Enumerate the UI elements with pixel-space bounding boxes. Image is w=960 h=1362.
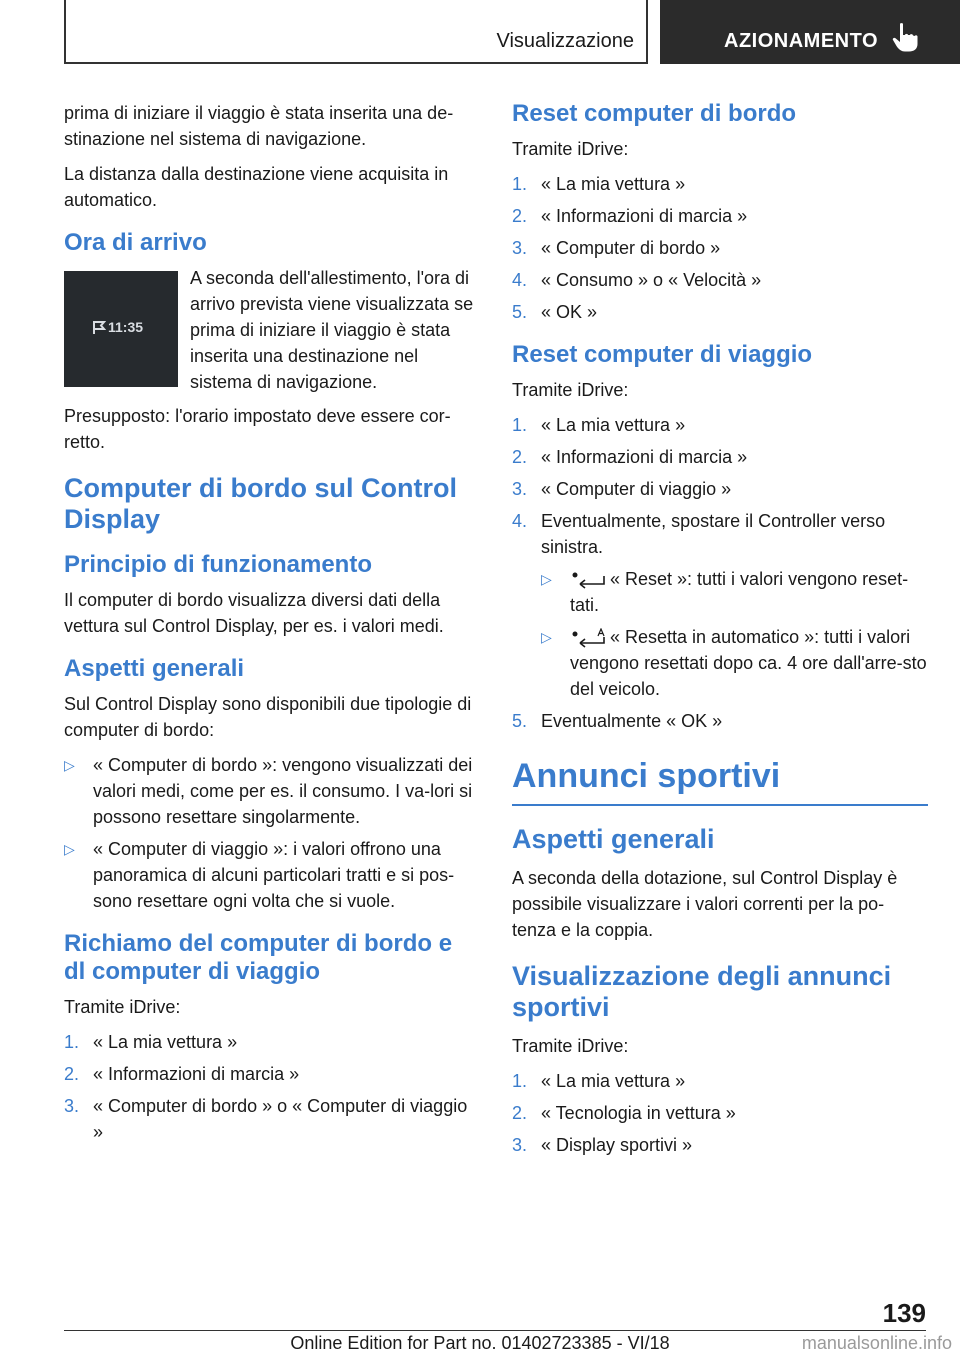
footer-divider — [64, 1330, 926, 1331]
list-item: ▷ « Reset »: tutti i valori vengono reset-tati. — [541, 566, 928, 618]
heading-sport-general: Aspetti generali — [512, 824, 715, 854]
reset-board-steps — [512, 171, 928, 325]
triangle-bullet-icon: ▷ — [64, 841, 75, 857]
reset-trip-steps — [512, 412, 928, 734]
triangle-bullet-icon: ▷ — [64, 757, 75, 773]
list-item: 2. « Informazioni di marcia » — [64, 1064, 300, 1084]
left-column — [64, 100, 480, 1153]
watermark: manualsonline.info — [801, 1333, 952, 1353]
principle-text: Il computer di bordo visualizza diversi dati della vettura sul Control Display, per es. i valori medi. — [64, 590, 444, 636]
list-item: 3. « Display sportivi » — [512, 1135, 693, 1155]
list-item: 1. « La mia vettura » — [512, 174, 686, 194]
header-section-title: Visualizzazione — [496, 30, 634, 52]
list-item: 5. Eventualmente « OK » — [512, 711, 723, 731]
list-item: 5. « OK » — [512, 302, 598, 322]
list-item: 1. « La mia vettura » — [512, 1071, 686, 1091]
recall-via: Tramite iDrive: — [64, 997, 181, 1017]
section-title-onboard-computer: Computer di bordo sul Control Display — [64, 473, 457, 534]
hand-pointer-icon — [892, 22, 918, 52]
recall-steps — [64, 1029, 480, 1145]
list-item: 4. Eventualmente, spostare il Controller verso sinistra. ▷ « Reset »: tutti i valori vengono reset-tati. ▷ « Resetta in automatico »: tutti i valori vengono resettati dopo ca. 4 ore dall'arre-sto del veicolo. — [512, 508, 928, 702]
sport-show-via: Tramite iDrive: — [512, 1036, 629, 1056]
flag-icon — [92, 321, 106, 335]
list-item: 4. « Consumo » o « Velocità » — [512, 270, 762, 290]
list-item: 2. « Informazioni di marcia » — [512, 447, 748, 467]
list-item: 1. « La mia vettura » — [512, 415, 686, 435]
heading-recall: Richiamo del computer di bordo e dl computer di viaggio — [64, 930, 453, 985]
reset-trip-via: Tramite iDrive: — [512, 380, 629, 400]
right-column — [512, 100, 928, 1166]
reset-arrow-icon — [572, 571, 606, 589]
arrival-figure-row — [64, 265, 480, 395]
header-section-box — [64, 0, 648, 64]
sport-show-steps — [512, 1068, 928, 1158]
list-item: ▷ « Computer di bordo »: vengono visualizzati dei valori medi, come per es. il consumo. I va-lori si possono resettare singolarmente. — [64, 752, 480, 830]
arrival-prerequisite: Presupposto: l'orario impostato deve essere cor-retto. — [64, 406, 451, 452]
reset-board-via: Tramite iDrive: — [512, 139, 629, 159]
reset-options-list — [541, 566, 928, 702]
intro-paragraph-2: La distanza dalla destinazione viene acquisita in automatico. — [64, 164, 449, 210]
list-item: 2. « Informazioni di marcia » — [512, 206, 748, 226]
computer-types-list — [64, 752, 480, 914]
list-item: 3. « Computer di bordo » — [512, 238, 721, 258]
arrival-time-display-image — [64, 271, 178, 387]
heading-reset-board-computer: Reset computer di bordo — [512, 100, 797, 127]
list-item: ▷ « Resetta in automatico »: tutti i valori vengono resettati dopo ca. 4 ore dall'arre-sto del veicolo. — [541, 624, 928, 702]
footer-edition: Online Edition for Part no. 01402723385 - VI/18 — [290, 1333, 670, 1353]
triangle-bullet-icon: ▷ — [541, 629, 552, 645]
page-number: 139 — [882, 1298, 926, 1328]
heading-general-aspects: Aspetti generali — [64, 655, 245, 682]
list-item: 3. « Computer di bordo » o « Computer di viaggio » — [64, 1096, 468, 1142]
heading-reset-trip-computer: Reset computer di viaggio — [512, 341, 813, 368]
arrival-description: A seconda dell'allestimento, l'ora di arrivo prevista viene visualizzata se prima di iniziare il viaggio è stata inserita una destinazione nel sistema di navigazione. — [190, 268, 474, 392]
intro-paragraph-1: prima di iniziare il viaggio è stata inserita una de-stinazione nel sistema di navigazione. — [64, 103, 454, 149]
heading-principle: Principio di funzionamento — [64, 551, 372, 578]
sport-general-text: A seconda della dotazione, sul Control Display è possibile visualizzare i valori correnti per la po-tenza e la coppia. — [512, 868, 898, 940]
list-item: 1. « La mia vettura » — [64, 1032, 238, 1052]
triangle-bullet-icon: ▷ — [541, 571, 552, 587]
list-item: 2. « Tecnologia in vettura » — [512, 1103, 736, 1123]
chapter-title-sport-displays: Annunci sportivi — [512, 754, 928, 806]
header-chapter-box — [660, 0, 960, 64]
list-item: 3. « Computer di viaggio » — [512, 479, 732, 499]
heading-arrival-time: Ora di arrivo — [64, 229, 207, 256]
auto-reset-icon — [572, 628, 606, 648]
arrival-clock-value: 11:35 — [108, 319, 144, 335]
general-text: Sul Control Display sono disponibili due tipologie di computer di bordo: — [64, 694, 472, 740]
header-chapter-title: AZIONAMENTO — [724, 30, 879, 52]
heading-sport-show: Visualizzazione degli annunci sportivi — [512, 961, 892, 1022]
list-item: ▷ « Computer di viaggio »: i valori offrono una panoramica di alcuni particolari tratti e si pos-sono resettare ogni volta che si vuole. — [64, 836, 480, 914]
